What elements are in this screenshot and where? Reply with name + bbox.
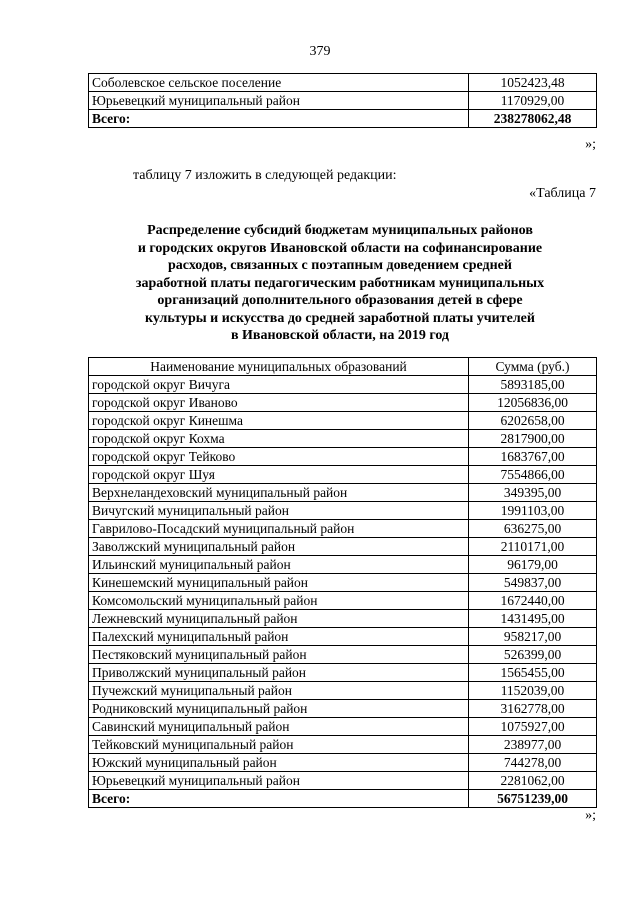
municipality-name: Лежневский муниципальный район — [89, 610, 469, 628]
municipality-name: городской округ Тейково — [89, 448, 469, 466]
table-row — [89, 574, 597, 592]
subsidy-amount: 349395,00 — [469, 484, 597, 502]
table-row — [89, 376, 597, 394]
table-row — [89, 628, 597, 646]
subsidy-amount: 1170929,00 — [469, 92, 597, 110]
closing-quote: »; — [585, 137, 596, 152]
heading-line: и городских округов Ивановской области на софинансирование — [137, 240, 543, 256]
subsidy-amount: 636275,00 — [469, 520, 597, 538]
municipality-name: городской округ Иваново — [89, 394, 469, 412]
subsidy-amount: 1683767,00 — [469, 448, 597, 466]
total-amount: 238278062,48 — [469, 110, 597, 128]
table-row — [89, 772, 597, 790]
header-row — [89, 358, 597, 376]
municipality-name: Гаврилово-Посадский муниципальный район — [89, 520, 469, 538]
municipality-name: Верхнеландеховский муниципальный район — [89, 484, 469, 502]
subsidy-amount: 526399,00 — [469, 646, 597, 664]
subsidy-amount: 1565455,00 — [469, 664, 597, 682]
table-row — [89, 664, 597, 682]
municipality-name: Палехский муниципальный район — [89, 628, 469, 646]
total-label: Всего: — [89, 790, 469, 808]
table-row — [89, 646, 597, 664]
continued-table-body — [89, 74, 597, 128]
heading-line: в Ивановской области, на 2019 год — [230, 328, 450, 343]
subsidy-amount: 7554866,00 — [469, 466, 597, 484]
table-row — [89, 394, 597, 412]
subsidy-amount: 12056836,00 — [469, 394, 597, 412]
table-row — [89, 592, 597, 610]
subsidy-amount: 96179,00 — [469, 556, 597, 574]
table-row — [89, 430, 597, 448]
subsidy-amount: 3162778,00 — [469, 700, 597, 718]
heading-line: Распределение субсидий бюджетам муниципальных районов — [147, 223, 533, 238]
subsidy-amount: 1431495,00 — [469, 610, 597, 628]
table-row — [89, 718, 597, 736]
table-row — [89, 520, 597, 538]
municipality-name: Пучежский муниципальный район — [89, 682, 469, 700]
subsidy-amount: 1152039,00 — [469, 682, 597, 700]
table-heading — [80, 222, 600, 345]
municipality-name: городской округ Шуя — [89, 466, 469, 484]
table-row — [89, 736, 597, 754]
table-row — [89, 448, 597, 466]
subsidy-amount: 1991103,00 — [469, 502, 597, 520]
amendment-text: таблицу 7 изложить в следующей редакции: — [133, 168, 397, 183]
municipality-name: Ильинский муниципальный район — [89, 556, 469, 574]
heading-line: организаций дополнительного образования детей в сфере — [157, 293, 523, 308]
municipality-name: Тейковский муниципальный район — [89, 736, 469, 754]
heading-line: культуры и искусства до средней заработной платы учителей — [145, 310, 535, 326]
municipality-name: Соболевское сельское поселение — [89, 74, 469, 92]
municipality-name: Вичугский муниципальный район — [89, 502, 469, 520]
municipality-name: Пестяковский муниципальный район — [89, 646, 469, 664]
subsidy-amount: 2110171,00 — [469, 538, 597, 556]
municipality-name: Кинешемский муниципальный район — [89, 574, 469, 592]
subsidy-amount: 2281062,00 — [469, 772, 597, 790]
municipality-name: Юрьевецкий муниципальный район — [89, 92, 469, 110]
subsidy-amount: 1075927,00 — [469, 718, 597, 736]
municipality-name: городской округ Кинешма — [89, 412, 469, 430]
table-row — [89, 556, 597, 574]
total-amount: 56751239,00 — [469, 790, 597, 808]
total-row — [89, 110, 597, 128]
municipality-name: городской округ Кохма — [89, 430, 469, 448]
table-row — [89, 466, 597, 484]
municipality-name: Юрьевецкий муниципальный район — [89, 772, 469, 790]
total-row — [89, 790, 597, 808]
subsidy-amount: 744278,00 — [469, 754, 597, 772]
table-row — [89, 538, 597, 556]
subsidy-amount: 958217,00 — [469, 628, 597, 646]
subsidy-amount: 549837,00 — [469, 574, 597, 592]
column-header-name: Наименование муниципальных образований — [89, 358, 469, 376]
heading-line: расходов, связанных с поэтапным доведением средней — [168, 258, 512, 273]
page-number: 379 — [309, 44, 331, 59]
table-row — [89, 754, 597, 772]
subsidy-table-body — [89, 376, 597, 808]
table-row — [89, 502, 597, 520]
table-row — [89, 92, 597, 110]
heading-line: заработной платы педагогическим работникам муниципальных — [135, 275, 545, 291]
subsidy-amount: 238977,00 — [469, 736, 597, 754]
table-row — [89, 682, 597, 700]
municipality-name: Родниковский муниципальный район — [89, 700, 469, 718]
subsidy-amount: 5893185,00 — [469, 376, 597, 394]
column-header-amount: Сумма (руб.) — [469, 358, 597, 376]
municipality-name: Комсомольский муниципальный район — [89, 592, 469, 610]
municipality-name: городской округ Вичуга — [89, 376, 469, 394]
table-row — [89, 74, 597, 92]
continued-table — [88, 73, 597, 128]
subsidy-amount: 1052423,48 — [469, 74, 597, 92]
subsidy-amount: 2817900,00 — [469, 430, 597, 448]
subsidy-amount: 1672440,00 — [469, 592, 597, 610]
municipality-name: Савинский муниципальный район — [89, 718, 469, 736]
table-row — [89, 610, 597, 628]
table-row — [89, 484, 597, 502]
municipality-name: Южский муниципальный район — [89, 754, 469, 772]
municipality-name: Приволжский муниципальный район — [89, 664, 469, 682]
table-row — [89, 412, 597, 430]
total-label: Всего: — [89, 110, 469, 128]
subsidy-amount: 6202658,00 — [469, 412, 597, 430]
table-row — [89, 700, 597, 718]
table-label: «Таблица 7 — [529, 186, 596, 201]
subsidy-table — [88, 357, 597, 808]
municipality-name: Заволжский муниципальный район — [89, 538, 469, 556]
closing-quote-final: »; — [585, 808, 596, 823]
